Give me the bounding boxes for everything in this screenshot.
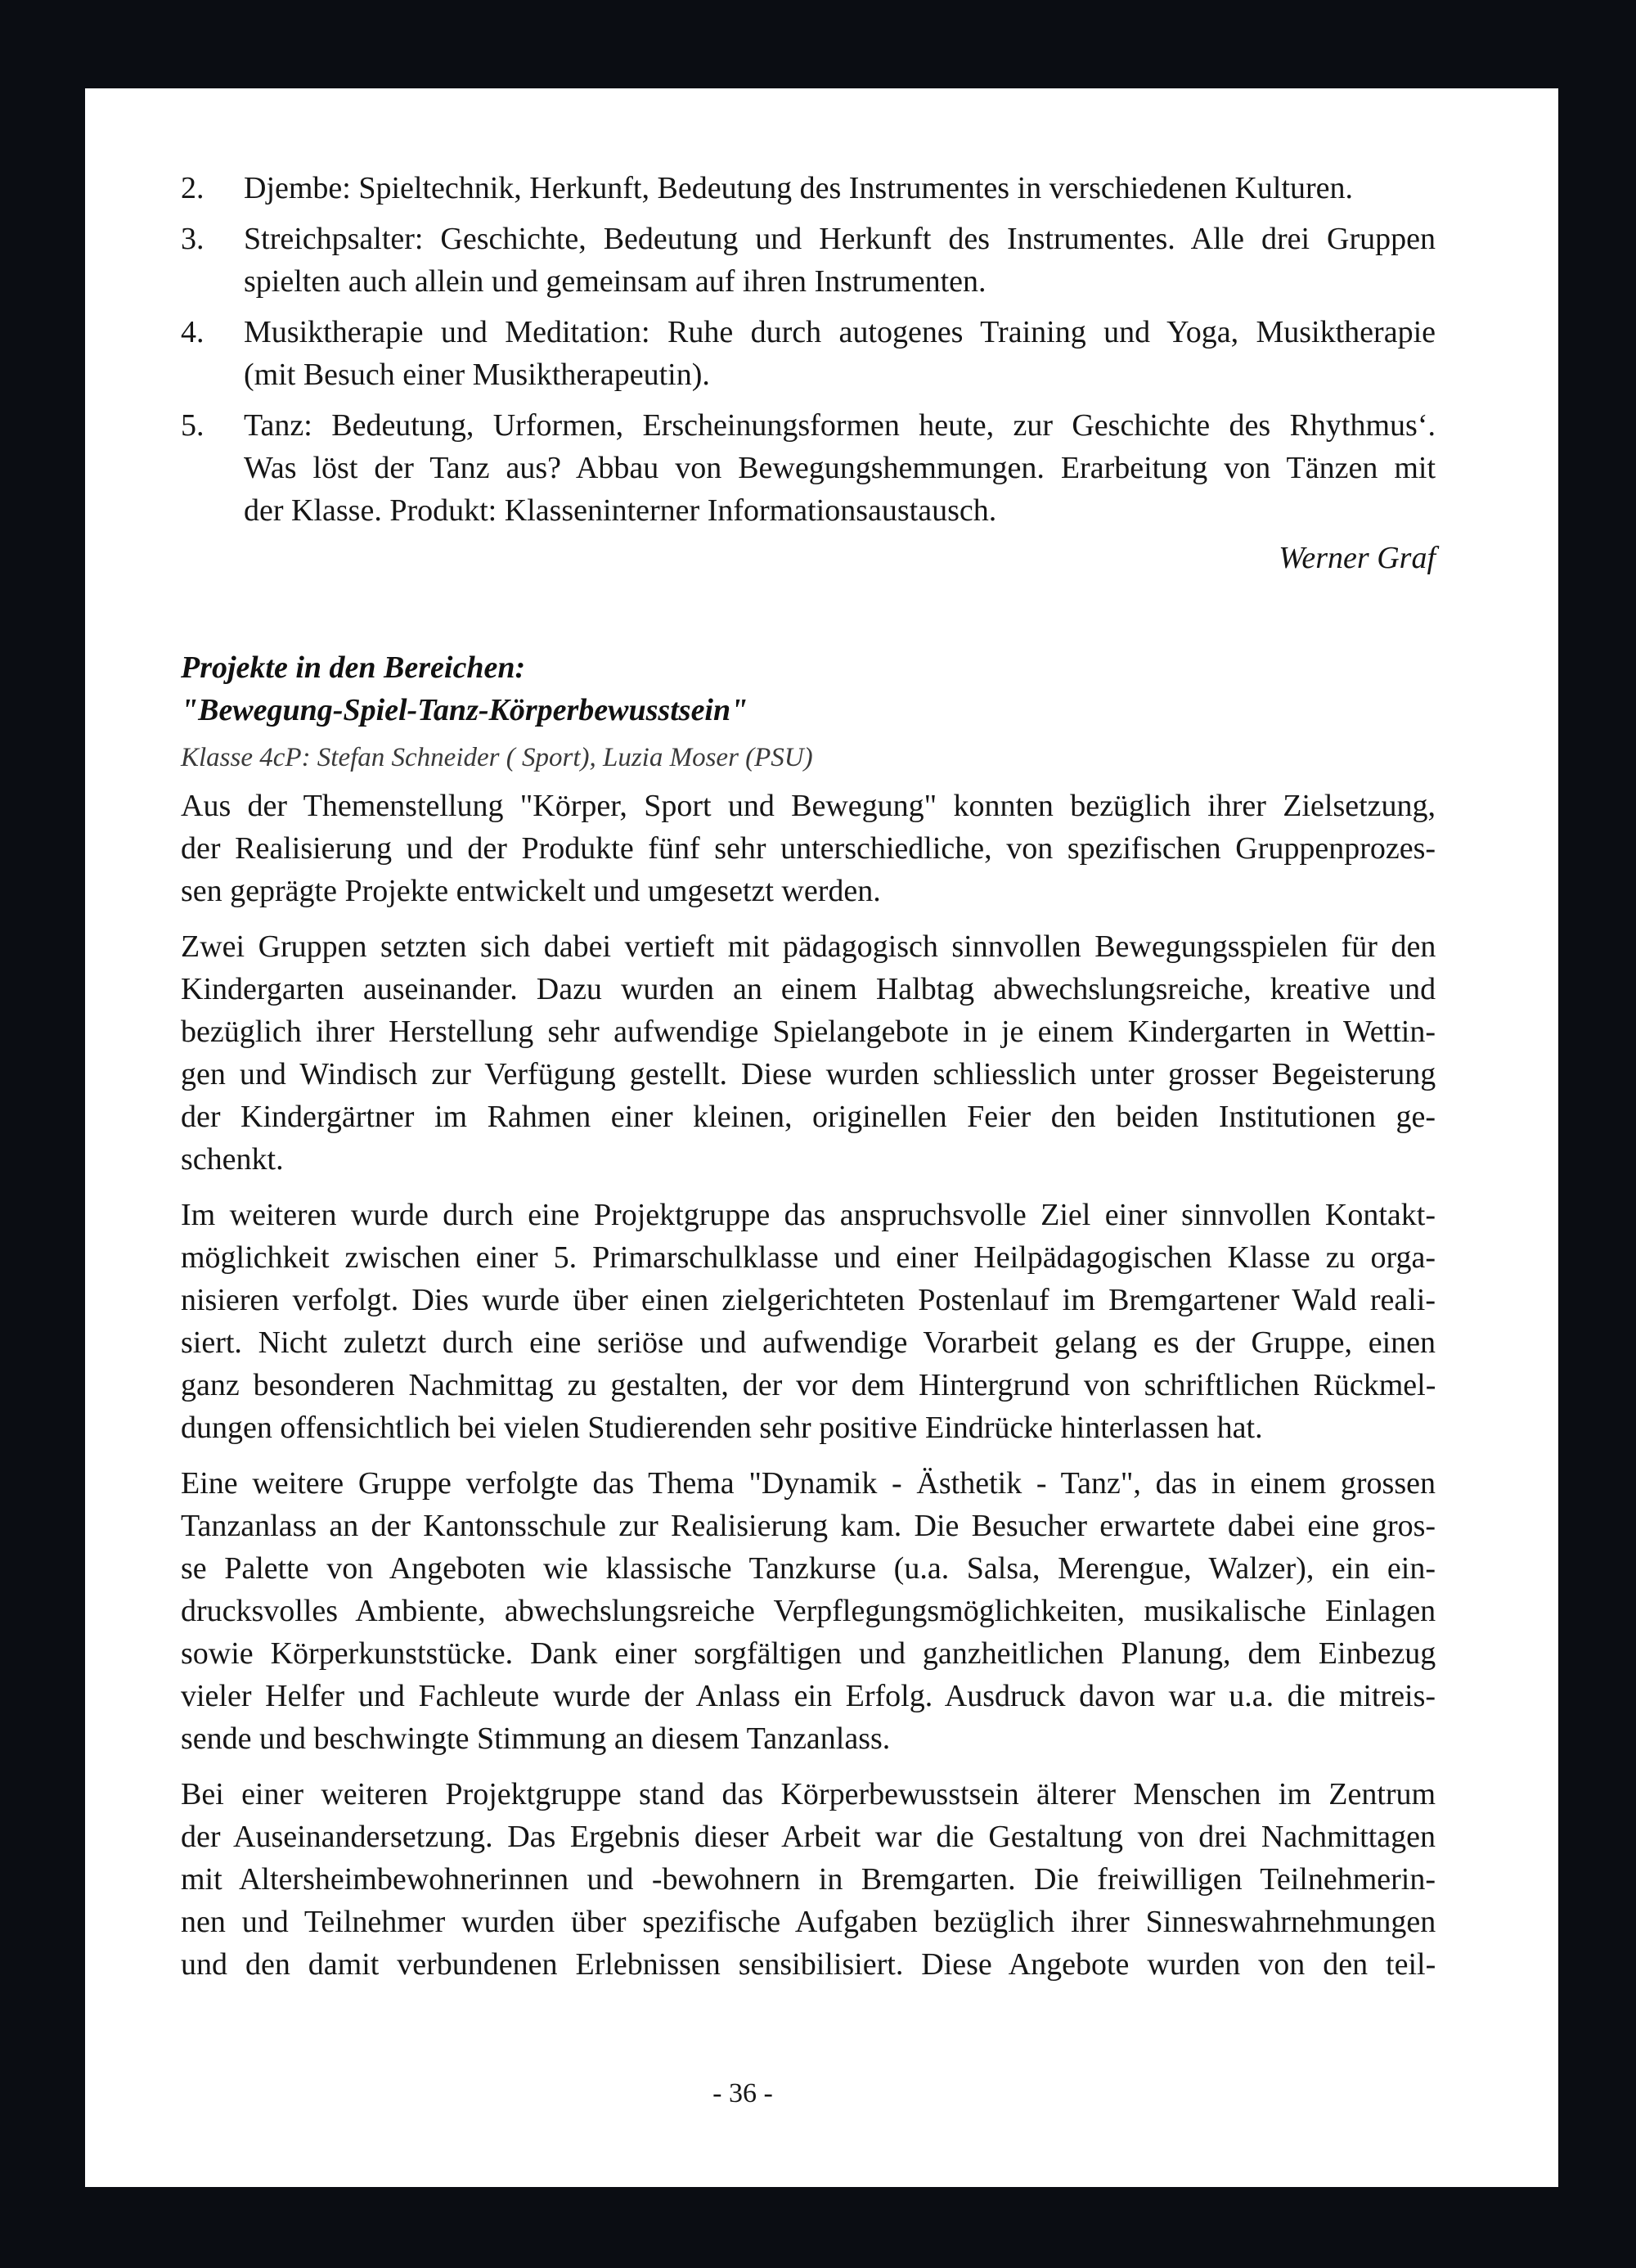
list-item-text: Streichpsalter: Geschichte, Bedeutung und Herkunft des Instrumentes. Alle drei Gruppen	[244, 222, 1436, 256]
paragraph-line: Aus der Themenstellung "Körper, Sport und Bewegung" konnten bezüglich ihrer Zielsetzung,	[181, 789, 1436, 823]
paragraph-line: dungen offensichtlich bei vielen Studierenden sehr positive Eindrücke hinterlassen hat.	[181, 1411, 1263, 1445]
paragraph-line: sende und beschwingte Stimmung an diesem Tanzanlass.	[181, 1721, 891, 1756]
list-number: 2.	[181, 171, 204, 205]
list-number: 3.	[181, 222, 204, 256]
body-paragraphs	[181, 785, 1436, 1999]
paragraph-line: Eine weitere Gruppe verfolgte das Thema "Dynamik - Ästhetik - Tanz", das in einem grossen	[181, 1466, 1436, 1501]
list-item-text: der Klasse. Produkt: Klasseninterner Informationsaustausch.	[244, 493, 997, 528]
section-subtitle: Klasse 4cP: Stefan Schneider ( Sport), Luzia Moser (PSU)	[181, 743, 813, 772]
list-item-text: Was löst der Tanz aus? Abbau von Bewegungshemmungen. Erarbeitung von Tänzen mit	[244, 451, 1436, 485]
paragraph-line: der Realisierung und der Produkte fünf sehr unterschiedliche, von spezifischen Gruppenprozes-	[181, 831, 1436, 866]
section-heading-line-1: Projekte in den Bereichen:	[181, 650, 526, 685]
paragraph-line: möglichkeit zwischen einer 5. Primarschulklasse und einer Heilpädagogischen Klasse zu orga-	[181, 1240, 1436, 1275]
list-number: 5.	[181, 408, 204, 443]
paragraph	[181, 925, 1436, 1181]
paragraph-line: drucksvolles Ambiente, abwechslungsreiche Verpflegungsmöglichkeiten, musikalische Einlagen	[181, 1594, 1436, 1628]
paragraph-line: bezüglich ihrer Herstellung sehr aufwendige Spielangebote in je einem Kindergarten in Wettin-	[181, 1015, 1436, 1049]
paragraph-line: Im weiteren wurde durch eine Projektgruppe das anspruchsvolle Ziel einer sinnvollen Kontakt-	[181, 1198, 1436, 1232]
paragraph-line: mit Altersheimbewohnerinnen und -bewohnern in Bremgarten. Die freiwilligen Teilnehmerin-	[181, 1862, 1436, 1897]
paragraph	[181, 1462, 1436, 1760]
list-item-4	[181, 311, 1436, 396]
list-item-text: Djembe: Spieltechnik, Herkunft, Bedeutung des Instrumentes in verschiedenen Kulturen.	[244, 171, 1354, 205]
paragraph-line: Kindergarten auseinander. Dazu wurden an einem Halbtag abwechslungsreiche, kreative und	[181, 972, 1436, 1006]
paragraph-line: sen geprägte Projekte entwickelt und umgesetzt werden.	[181, 874, 881, 908]
section-heading-line-2: "Bewegung-Spiel-Tanz-Körperbewusstsein"	[181, 693, 748, 727]
paragraph-line: siert. Nicht zuletzt durch eine seriöse und aufwendige Vorarbeit gelang es der Gruppe, einen	[181, 1325, 1436, 1360]
paragraph-line: se Palette von Angeboten wie klassische Tanzkurse (u.a. Salsa, Merengue, Walzer), ein ein-	[181, 1551, 1436, 1586]
paragraph-line: sowie Körperkunststücke. Dank einer sorgfältigen und ganzheitlichen Planung, dem Einbezug	[181, 1636, 1436, 1671]
paragraph-line: der Kindergärtner im Rahmen einer kleinen, originellen Feier den beiden Institutionen ge-	[181, 1100, 1436, 1134]
numbered-list	[181, 167, 1436, 540]
paragraph-line: vieler Helfer und Fachleute wurde der Anlass ein Erfolg. Ausdruck davon war u.a. die mitreis-	[181, 1679, 1436, 1713]
page-number: - 36 -	[712, 2078, 773, 2108]
document-page	[85, 88, 1558, 2187]
list-item-2	[181, 167, 1436, 209]
paragraph-line: ganz besonderen Nachmittag zu gestalten, der vor dem Hintergrund von schriftlichen Rückmel-	[181, 1368, 1436, 1402]
paragraph-line: gen und Windisch zur Verfügung gestellt. Diese wurden schliesslich unter grosser Begeisterung	[181, 1057, 1436, 1091]
paragraph	[181, 785, 1436, 912]
paragraph-line: Bei einer weiteren Projektgruppe stand das Körperbewusstsein älterer Menschen im Zentrum	[181, 1777, 1436, 1811]
list-item-text: spielten auch allein und gemeinsam auf ihren Instrumenten.	[244, 264, 987, 299]
list-item-text: (mit Besuch einer Musiktherapeutin).	[244, 358, 710, 392]
paragraph	[181, 1773, 1436, 1986]
paragraph	[181, 1194, 1436, 1449]
list-item-text: Tanz: Bedeutung, Urformen, Erscheinungsformen heute, zur Geschichte des Rhythmus‘.	[244, 408, 1436, 443]
paragraph-line: und den damit verbundenen Erlebnissen sensibilisiert. Diese Angebote wurden von den teil-	[181, 1947, 1436, 1982]
paragraph-line: der Auseinandersetzung. Das Ergebnis dieser Arbeit war die Gestaltung von drei Nachmittagen	[181, 1820, 1436, 1854]
author-signature: Werner Graf	[1279, 541, 1436, 575]
paragraph-line: Zwei Gruppen setzten sich dabei vertieft mit pädagogisch sinnvollen Bewegungsspielen für den	[181, 929, 1436, 964]
paragraph-line: nen und Teilnehmer wurden über spezifische Aufgaben bezüglich ihrer Sinneswahrnehmungen	[181, 1905, 1436, 1939]
paragraph-line: Tanzanlass an der Kantonsschule zur Realisierung kam. Die Besucher erwartete dabei eine gros-	[181, 1509, 1436, 1543]
list-item-text: Musiktherapie und Meditation: Ruhe durch autogenes Training und Yoga, Musiktherapie	[244, 315, 1436, 349]
list-number: 4.	[181, 315, 204, 349]
list-item-5	[181, 404, 1436, 532]
paragraph-line: nisieren verfolgt. Dies wurde über einen zielgerichteten Postenlauf im Bremgartener Wald reali-	[181, 1283, 1436, 1317]
paragraph-line: schenkt.	[181, 1142, 284, 1177]
list-item-3	[181, 218, 1436, 303]
